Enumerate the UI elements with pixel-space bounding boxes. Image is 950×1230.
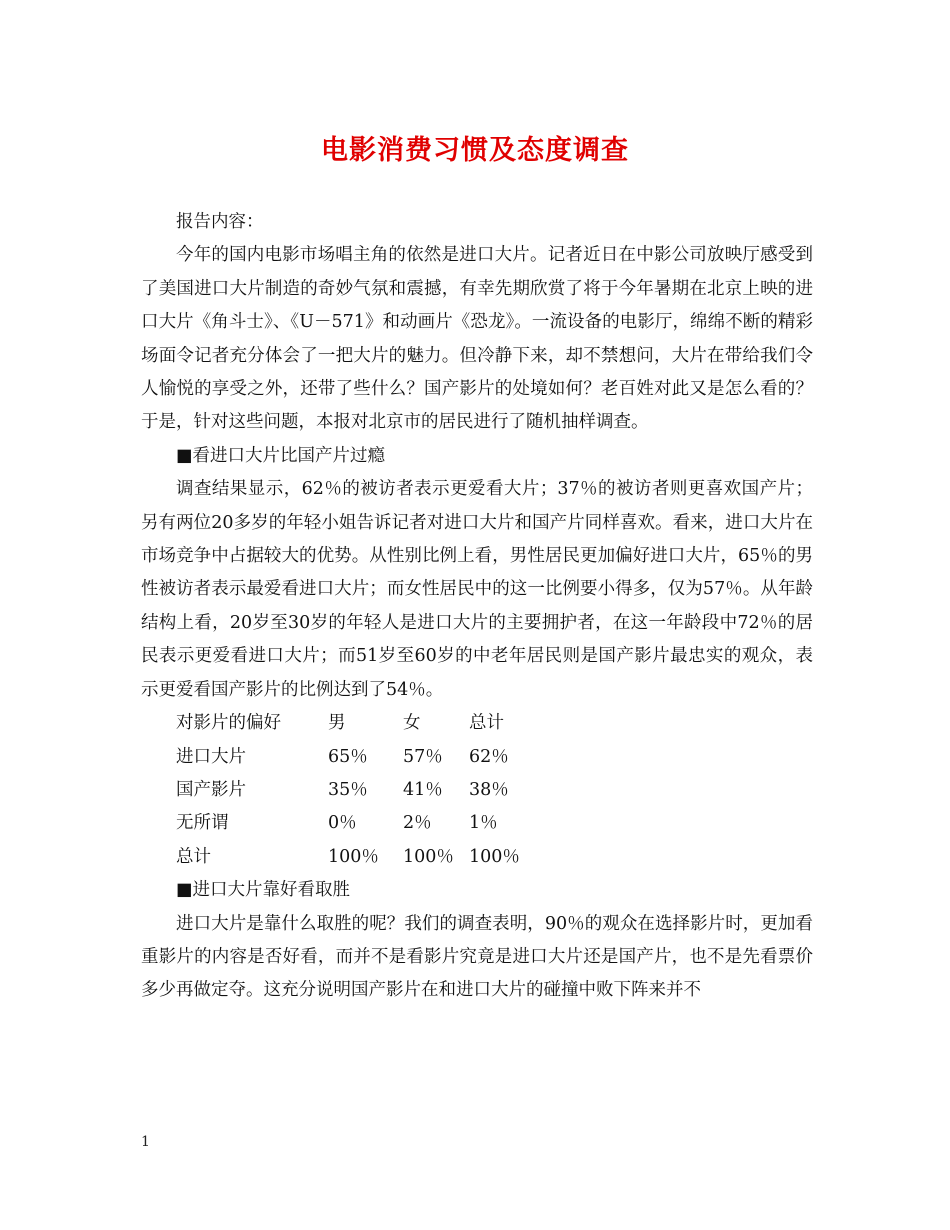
table-header-row [141,707,549,740]
table-row [141,774,549,807]
table-cell: 100％ [403,846,454,867]
table-cell: 2％ [403,813,432,834]
table-cell: 38％ [469,779,509,800]
table-cell: 41％ [403,779,443,800]
table-cell: 35％ [328,779,368,800]
paragraph-survey-results: 调查结果显示，62％的被访者表示更爱看大片；37％的被访者则更喜欢国产片；另有两位20多岁的年轻小姐告诉记者对进口大片和国产片同样喜欢。看来，进口大片在市场竞争中占据较大的优势。从性别比例上看，男性居民更加偏好进口大片，65％的男性被访者表示最爱看进口大片；而女性居民中的这一比例要小得多，仅为57％。从年龄结构上看，20岁至30岁的年轻人是进口大片的主要拥护者，在这一年龄段中72％的居民表示更爱看进口大片；而51岁至60岁的中老年居民则是国产影片最忠实的观众，表示更爱看国产影片的比例达到了54％。 [141,479,813,700]
table-row [141,841,549,874]
table-row [141,807,549,840]
table-header-cell: 男 [328,713,346,734]
table-cell: 0％ [328,813,357,834]
section-heading-imported: ■看进口大片比国产片过瘾 [176,445,386,466]
table-cell: 进口大片 [176,746,246,767]
table-cell: 国产影片 [176,779,246,800]
table-cell: 65％ [328,746,368,767]
table-cell: 总计 [176,846,211,867]
paragraph-intro: 今年的国内电影市场唱主角的依然是进口大片。记者近日在中影公司放映厅感受到了美国进口大片制造的奇妙气氛和震撼，有幸先期欣赏了将于今年暑期在北京上映的进口大片《角斗士》、《U－571》和动画片《恐龙》。一流设备的电影厅，绵绵不断的精彩场面令记者充分体会了一把大片的魅力。但冷静下来，却不禁想问，大片在带给我们令人愉悦的享受之外，还带了些什么？国产影片的处境如何？老百姓对此又是怎么看的？于是，针对这些问题，本报对北京市的居民进行了随机抽样调查。 [141,245,813,433]
paragraph-content-choice: 进口大片是靠什么取胜的呢？我们的调查表明，90％的观众在选择影片时，更加看重影片的内容是否好看，而并不是看影片究竟是进口大片还是国产片，也不是先看票价多少再做定夺。这充分说明国产影片在和进口大片的碰撞中败下阵来并不 [141,913,813,1001]
table-cell: 100％ [469,846,520,867]
table-row [141,741,549,774]
document-body [141,206,813,1008]
table-cell: 57％ [403,746,443,767]
table-cell: 1％ [469,813,498,834]
page-title: 电影消费习惯及态度调查 [321,135,629,166]
paragraph-report-label: 报告内容： [176,212,264,232]
preference-table [141,707,549,874]
table-header-cell: 对影片的偏好 [176,713,281,734]
table-header-cell: 女 [403,713,421,734]
section-heading-content: ■进口大片靠好看取胜 [176,880,351,901]
table-cell: 100％ [328,846,379,867]
table-cell: 无所谓 [176,813,229,834]
page-number: 1 [141,1134,150,1150]
table-cell: 62％ [469,746,509,767]
table-header-cell: 总计 [469,713,504,734]
